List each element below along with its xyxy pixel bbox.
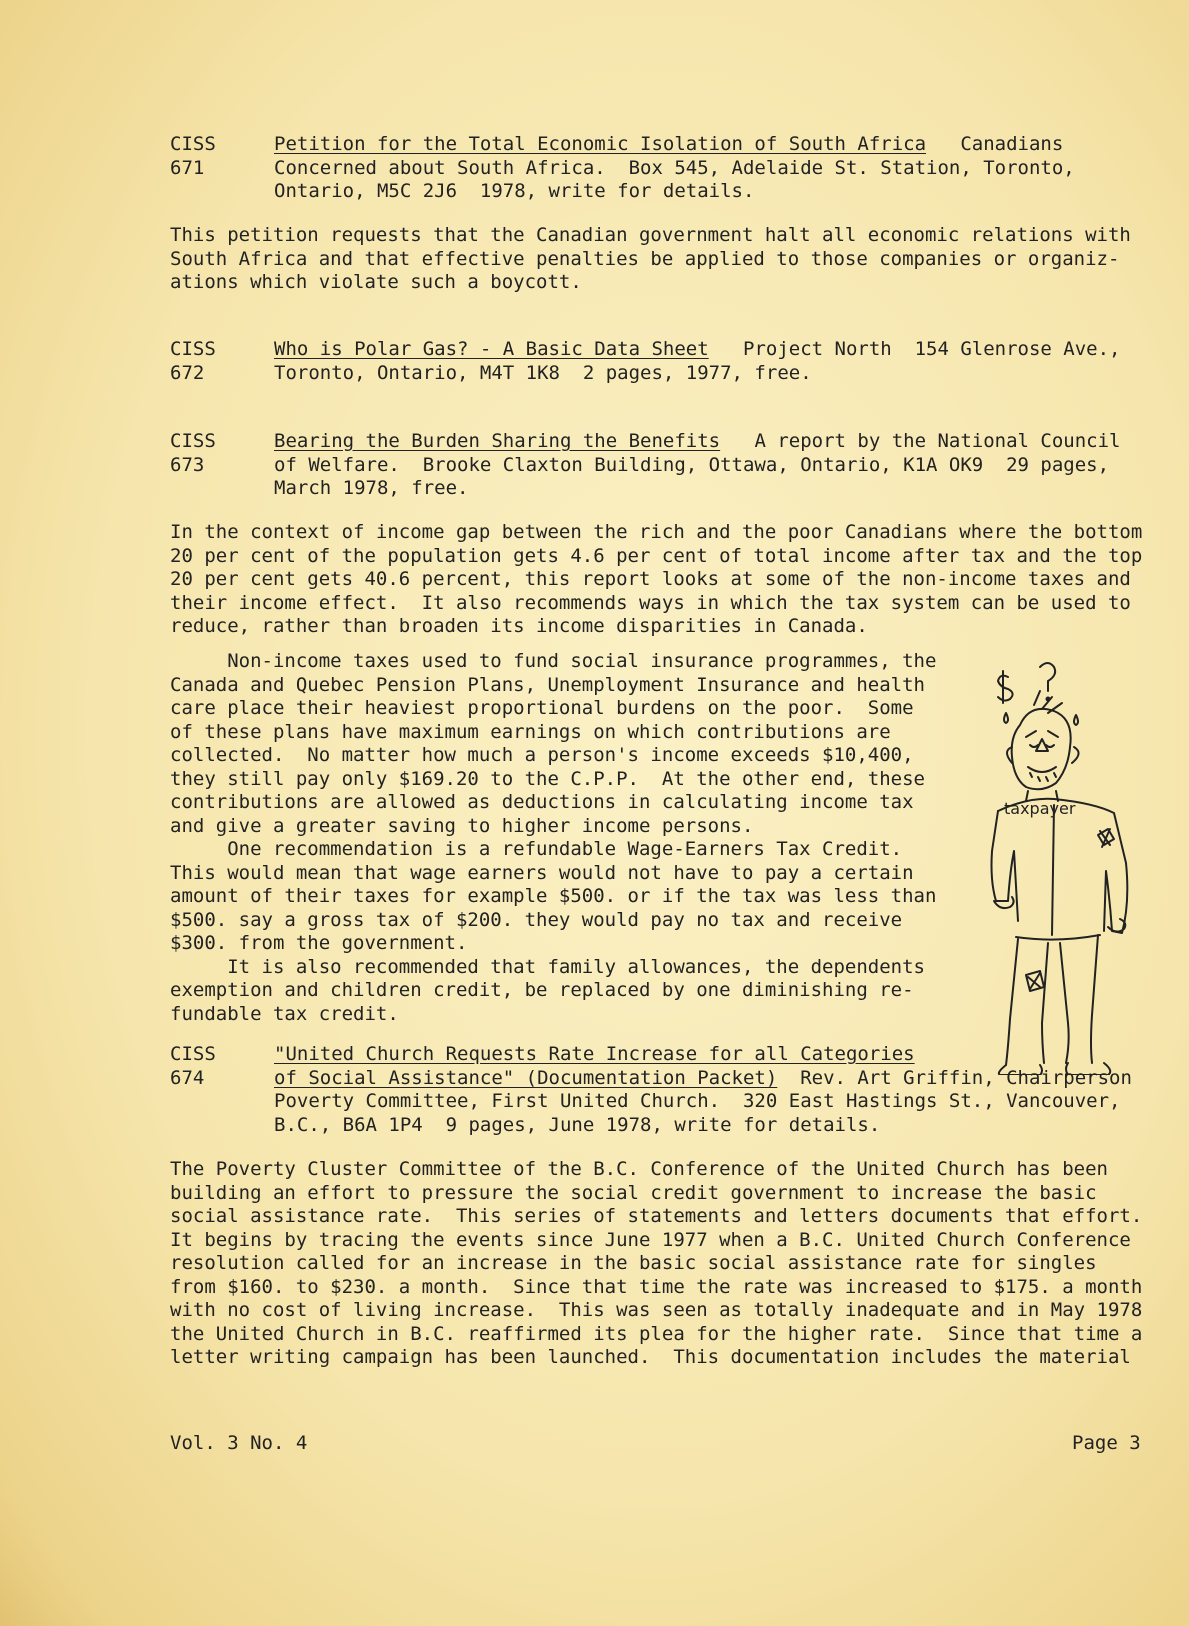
entry-title: Who is Polar Gas? - A Basic Data Sheet (274, 338, 709, 360)
footer-page-number: Page 3 (1072, 1432, 1141, 1454)
entry-citation: Bearing the Burden Sharing the Benefits A report by the National Council of Welfare. Brooke Claxton Building, Ottawa, Ontario, K1A OK9 29 pages, March 1978, free. (274, 430, 1121, 499)
entry-code: CISS 673 (170, 430, 216, 476)
entry-abstract-674: The Poverty Cluster Committee of the B.C. Conference of the United Church has been building an effort to pressure the social credit government to increase the basic social assistance rate. This series of statements and letters documents that effort. It begins by tracing the events since June 1977 when a B.C. United Church Conference resolution called for an increase in the basic social assistance rate for singles from $160. to $230. a month. Since that time the rate was increased to $175. a month with no cost of living increase. This was seen as totally inadequate and in May 1978 the United Church in B.C. reaffirmed its plea for the higher rate. Since that time a letter writing campaign has been launched. This documentation includes the material (170, 1158, 1143, 1368)
entry-citation: Petition for the Total Economic Isolation of South Africa Canadians Concerned about South Africa. Box 545, Adelaide St. Station, Toronto, Ontario, M5C 2J6 1978, write for details. (274, 133, 1075, 202)
entry-citation: Who is Polar Gas? - A Basic Data Sheet Project North 154 Glenrose Ave., Toronto, Ontario, M4T 1K8 2 pages, 1977, free. (274, 338, 1121, 384)
entry-abstract-673-body: Non-income taxes used to fund social insurance programmes, the Canada and Quebec Pension Plans, Unemployment Insurance and health care place their heaviest proportional burdens on the poor. Some of these plans have maximum earnings on which contributions are collected. No matter how much a person's income exceeds $10,400, they still pay only $169.20 to the C.P.P. At the other end, these contributions are allowed as deductions in calculating income tax and give a greater saving to higher income persons. One recommendation is a refundable Wage-Earners Tax Credit. This would mean that wage earners would not have to pay a certain amount of their taxes for example $500. or if the tax was less than $500. say a gross tax of $200. they would pay no tax and receive $300. from the government. It is also recommended that family allowances, the dependents exemption and children credit, be replaced by one diminishing re- fundable tax credit. (170, 650, 937, 1025)
entry-abstract-673-intro: In the context of income gap between the rich and the poor Canadians where the bottom 20 per cent of the population gets 4.6 per cent of total income after tax and the top 20 per cent gets 40.6 percent, this report looks at some of the non-income taxes and their income effect. It also recommends ways in which the tax system can be used to reduce, rather than broaden its income disparities in Canada. (170, 521, 1143, 637)
entry-code: CISS 671 (170, 133, 216, 179)
entry-title-line1: "United Church Requests Rate Increase for all Categories (274, 1043, 915, 1065)
entry-abstract-671: This petition requests that the Canadian government halt all economic relations with South Africa and that effective penalties be applied to those companies or organiz- ations which violate such a boycott. (170, 224, 1131, 293)
footer-volume: Vol. 3 No. 4 (170, 1432, 308, 1454)
entry-code: CISS 674 (170, 1043, 216, 1089)
entry-title-line2: of Social Assistance" (Documentation Packet) (274, 1066, 778, 1089)
entry-title: Bearing the Burden Sharing the Benefits (274, 430, 721, 452)
entry-code: CISS 672 (170, 338, 216, 384)
entry-citation: "United Church Requests Rate Increase for all Categories of Social Assistance" (Documentation Packet) Rev. Art Griffin, Chairperson Poverty Committee, First United Church. 320 East Hastings St., Vancouver, B.C., B6A 1P4 9 pages, June 1978, write for details. (274, 1043, 1132, 1136)
taxpayer-cartoon-illustration (990, 655, 1160, 1075)
cartoon-label: taxpayer (1004, 799, 1076, 818)
entry-title: Petition for the Total Economic Isolation of South Africa (274, 133, 927, 155)
